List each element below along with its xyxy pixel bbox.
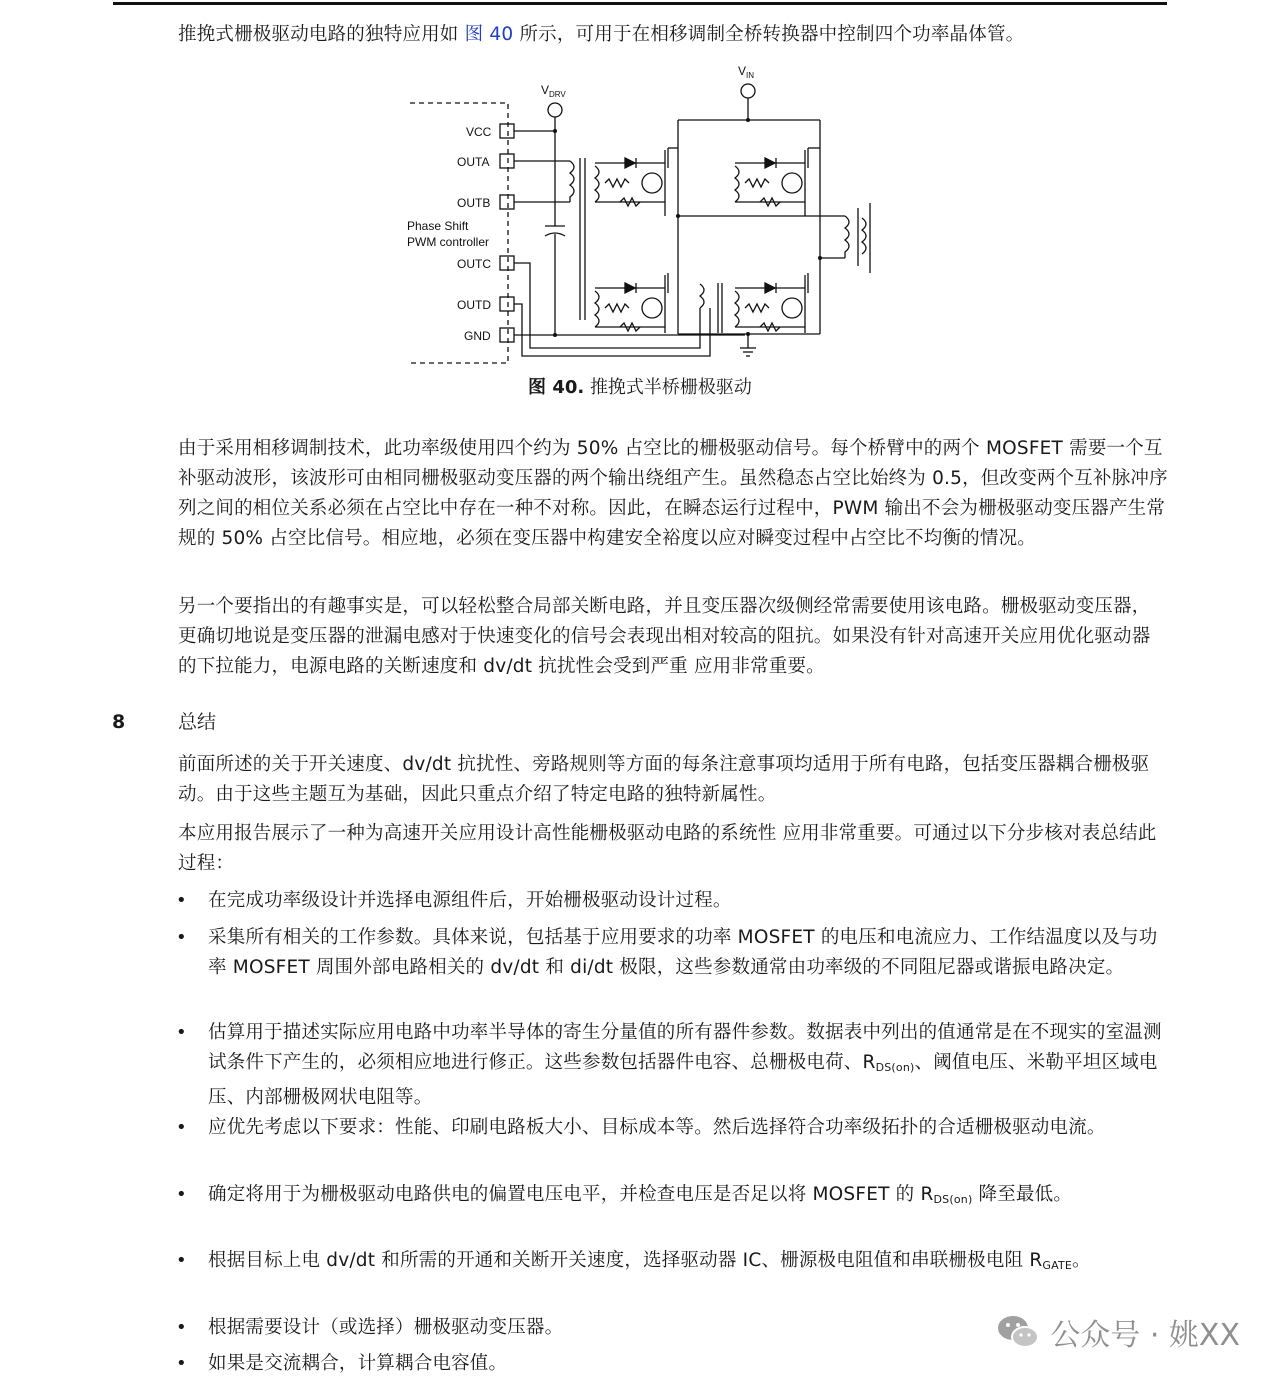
- paragraph-local-turnoff: 另一个要指出的有趣事实是，可以轻松整合局部关断电路，并且变压器次级侧经常需要使用该电路。栅极驱动变压器，更确切地说是变压器的泄漏电感对于快速变化的信号会表现出相对较高的阻抗。如果没有针对高速开关应用优化驱动器的下拉能力，电源电路的关断速度和 dv/dt 抗扰性会受到严重 应用非常重要。: [178, 596, 1151, 677]
- bullet-symbol: •: [176, 927, 187, 948]
- bullet-item-2: 采集所有相关的工作参数。具体来说，包括基于应用要求的功率 MOSFET 的电压和电流应力、工作结温度以及与功率 MOSFET 周围外部电路相关的 dv/dt 和 di/dt 极限，这些参数通常由功率级的不同阻尼器或谐振电路决定。: [208, 927, 1158, 978]
- vdrv-label: $V_{DRV}$: [541, 83, 566, 99]
- figure-40-link[interactable]: 图 40: [464, 24, 514, 45]
- bullet-item-3: 估算用于描述实际应用电路中功率半导体的寄生分量值的所有器件参数。数据表中列出的值通常是在不现实的室温测试条件下产生的，必须相应地进行修正。这些参数包括器件电容、总栅极电荷、$R_{DS(on)}$、阈值电压、米勒平坦区域电压、内部栅极网状电阻等。: [208, 1022, 1162, 1108]
- paragraph-phase-shift: 由于采用相移调制技术，此功率级使用四个约为 50% 占空比的栅极驱动信号。每个桥臂中的两个 MOSFET 需要一个互补驱动波形，该波形可由相同栅极驱动变压器的两个输出绕组产生。虽然稳态占空比始终为 0.5，但改变两个互补脉冲序列之间的相位关系必须在占空比中存在一种不对称。因此，在瞬态运行过程中，PWM 输出不会为栅极驱动变压器产生常规的 50% 占空比信号。相应地，必须在变压器中构建安全裕度以应对瞬变过程中占空比不均衡的情况。: [178, 438, 1168, 549]
- pin-label-outd: OUTD: [457, 298, 491, 312]
- driver-cell-lower-left: [595, 273, 668, 333]
- figure-caption: 图 40. 推挽式半桥栅极驱动: [528, 377, 752, 398]
- controller-box: [410, 103, 508, 363]
- pin-label-gnd: GND: [464, 329, 491, 343]
- driver-cell-upper-right: [735, 148, 820, 216]
- pin-label-vcc: VCC: [466, 125, 492, 139]
- section-title: 总结: [178, 711, 217, 733]
- section-number: 8: [112, 711, 126, 733]
- top-rule: [113, 2, 1167, 5]
- gate-drive-circuit-diagram: [400, 58, 890, 368]
- watermark-text: 公众号 · 姚XX: [1050, 1318, 1240, 1353]
- intro-paragraph: 推挽式栅极驱动电路的独特应用如 图 40 所示，可用于在相移调制全桥转换器中控制四个功率晶体管。: [178, 24, 1025, 45]
- bullet-symbol: •: [176, 1022, 187, 1043]
- pin-label-outa: OUTA: [457, 155, 490, 169]
- bullet-item-4: 应优先考虑以下要求：性能、印刷电路板大小、目标成本等。然后选择符合功率级拓扑的合适栅极驱动电流。: [208, 1117, 1106, 1138]
- bullet-item-5: 确定将用于为栅极驱动电路供电的偏置电压电平，并检查电压是否足以将 MOSFET 的 $R_{DS(on)}$ 降至最低。: [208, 1184, 1073, 1206]
- wechat-icon: [996, 1312, 1040, 1352]
- bullet-item-8: 如果是交流耦合，计算耦合电容值。: [208, 1353, 508, 1374]
- bullet-item-7: 根据需要设计（或选择）栅极驱动变压器。: [208, 1317, 564, 1338]
- pin-label-outc: OUTC: [457, 257, 491, 271]
- bullet-item-1: 在完成功率级设计并选择电源组件后，开始栅极驱动设计过程。: [208, 890, 732, 911]
- controller-label-line2: PWM controller: [407, 235, 490, 249]
- controller-label-line1: Phase Shift: [407, 219, 469, 233]
- bullet-symbol: •: [176, 1117, 187, 1138]
- pin-label-outb: OUTB: [457, 196, 491, 210]
- vin-label: $V_{IN}$: [738, 64, 755, 80]
- bullet-symbol: •: [176, 1353, 187, 1374]
- summary-paragraph-2: 本应用报告展示了一种为高速开关应用设计高性能栅极驱动电路的系统性 应用非常重要。可通过以下分步核对表总结此过程：: [178, 823, 1157, 874]
- driver-cell-upper-left: [595, 148, 678, 216]
- bullet-symbol: •: [176, 1184, 187, 1205]
- bullet-symbol: •: [176, 890, 187, 911]
- bullet-symbol: •: [176, 1250, 187, 1271]
- watermark: [996, 1310, 1240, 1354]
- bullet-item-6: 根据目标上电 dv/dt 和所需的开通和关断开关速度，选择驱动器 IC、栅源极电阻值和串联栅极电阻 $R_{GATE}$。: [208, 1250, 1091, 1272]
- driver-cell-lower-right: [735, 273, 808, 333]
- bullet-symbol: •: [176, 1317, 187, 1338]
- summary-paragraph-1: 前面所述的关于开关速度、dv/dt 抗扰性、旁路规则等方面的每条注意事项均适用于所有电路，包括变压器耦合栅极驱动。由于这些主题互为基础，因此只重点介绍了特定电路的独特新属性。: [178, 754, 1150, 805]
